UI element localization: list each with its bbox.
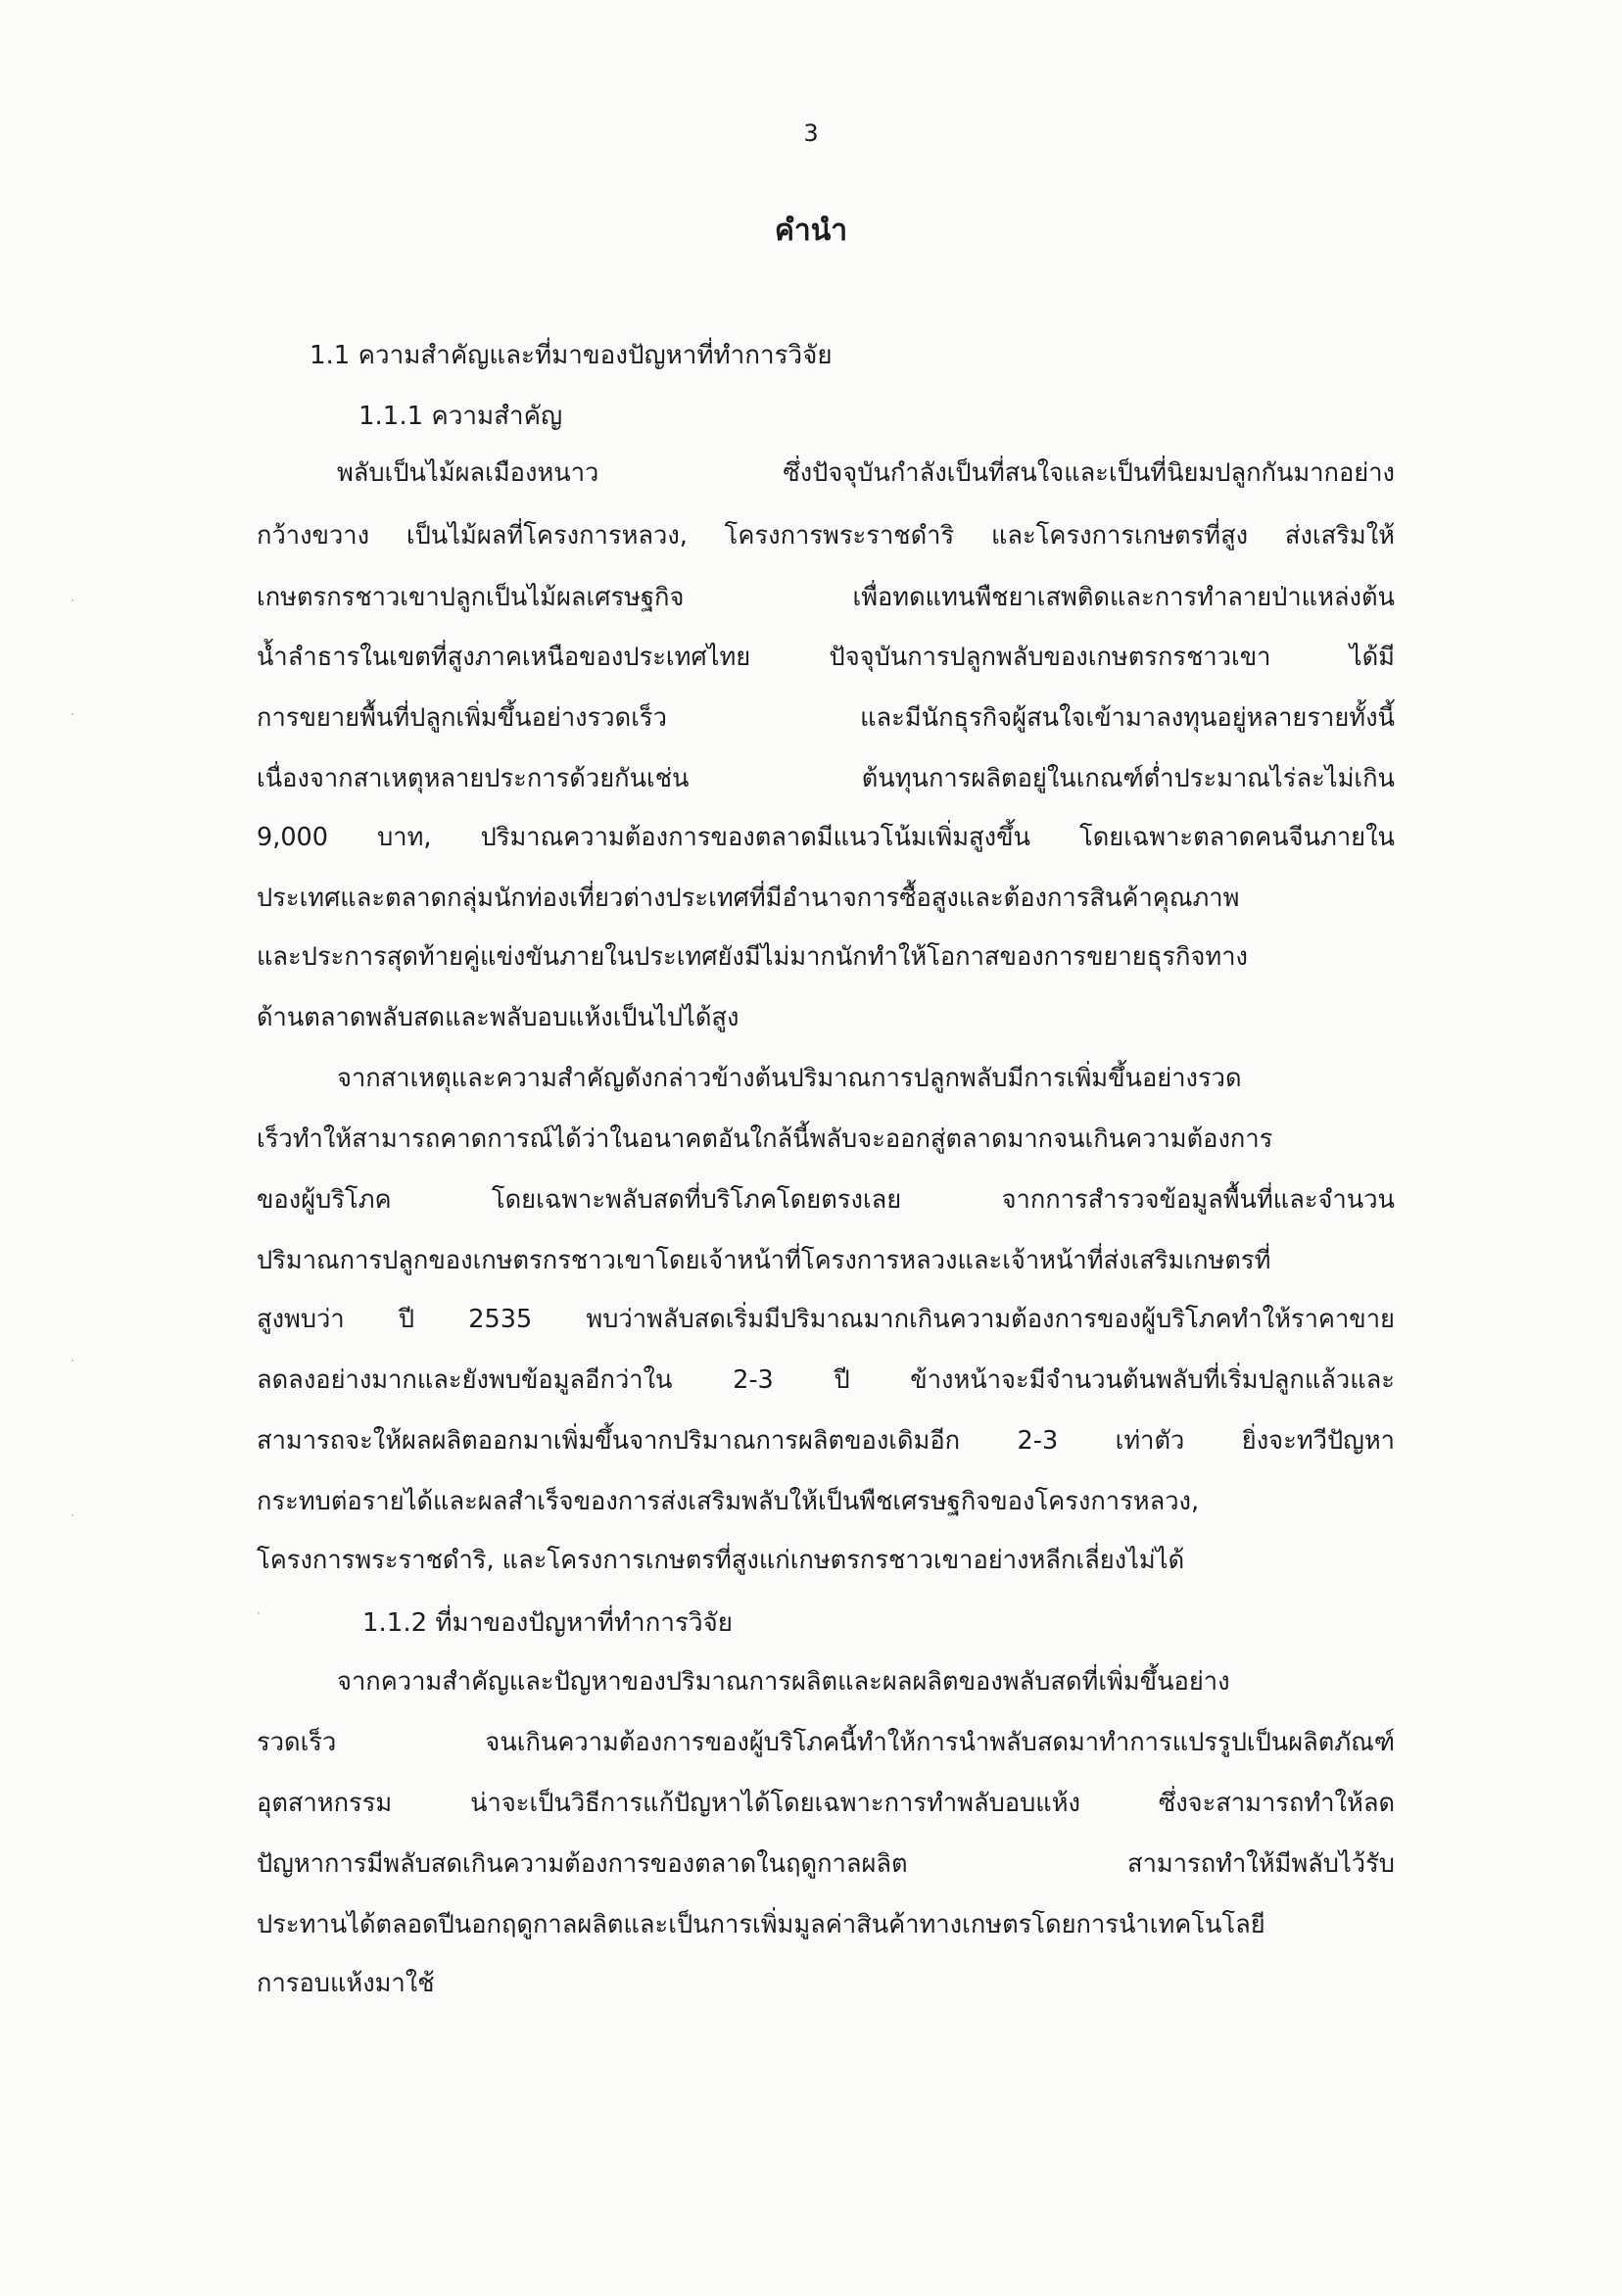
paragraph-2-line: กระทบต่อรายได้และผลสำเร็จของการส่งเสริมพลับให้เป็นพืชเศรษฐกิจของโครงการหลวง, xyxy=(257,1487,1200,1516)
page-title: คำนำ xyxy=(774,214,848,248)
paragraph-2-line: สูงพบว่า ปี 2535 พบว่าพลับสดเริ่มมีปริมาณมากเกินความต้องการของผู้บริโภคทำให้ราคาขาย xyxy=(257,1305,1395,1334)
paragraph-1-line: กว้างขวาง เป็นไม้ผลที่โครงการหลวง, โครงการพระราชดำริ และโครงการเกษตรที่สูง ส่งเสริมให้ xyxy=(257,521,1395,550)
paragraph-2-line: เร็วทำให้สามารถคาดการณ์ได้ว่าในอนาคตอันใกล้นี้พลับจะออกสู่ตลาดมากจนเกินความต้องการ xyxy=(257,1124,1273,1154)
paragraph-2-line: ของผู้บริโภค โดยเฉพาะพลับสดที่บริโภคโดยตรงเลย จากการสำรวจข้อมูลพื้นที่และจำนวน xyxy=(257,1185,1395,1215)
paragraph-1-line: 9,000 บาท, ปริมาณความต้องการของตลาดมีแนวโน้มเพิ่มสูงขึ้น โดยเฉพาะตลาดคนจีนภายใน xyxy=(257,823,1395,852)
scan-speck: · xyxy=(71,594,74,607)
paragraph-3-line: ปัญหาการมีพลับสดเกินความต้องการของตลาดในฤดูกาลผลิต สามารถทำให้มีพลับไว้รับ xyxy=(257,1849,1395,1879)
paragraph-3-line: การอบแห้งมาใช้ xyxy=(257,1969,435,1998)
paragraph-1-line: การขยายพื้นที่ปลูกเพิ่มขึ้นอย่างรวดเร็ว และมีนักธุรกิจผู้สนใจเข้ามาลงทุนอยู่หลายรายทั้งนี้ xyxy=(257,703,1395,733)
heading-1-1: 1.1 ความสำคัญและที่มาของปัญหาที่ทำการวิจัย xyxy=(310,341,833,370)
paragraph-2-line: สามารถจะให้ผลผลิตออกมาเพิ่มขึ้นจากปริมาณการผลิตของเดิมอีก 2-3 เท่าตัว ยิ่งจะทวีปัญหา xyxy=(257,1426,1395,1456)
page-number: 3 xyxy=(803,120,819,147)
paragraph-1-line: น้ำลำธารในเขตที่สูงภาคเหนือของประเทศไทย ปัจจุบันการปลูกพลับของเกษตรกรชาวเขา ได้มี xyxy=(257,643,1395,672)
scan-speck: · xyxy=(71,707,74,721)
paragraph-3-line: อุตสาหกรรม น่าจะเป็นวิธีการแก้ปัญหาได้โดยเฉพาะการทำพลับอบแห้ง ซึ่งจะสามารถทำให้ลด xyxy=(257,1789,1395,1818)
paragraph-2-line: ลดลงอย่างมากและยังพบข้อมูลอีกว่าใน 2-3 ปี ข้างหน้าจะมีจำนวนต้นพลับที่เริ่มปลูกแล้วและ xyxy=(257,1365,1395,1395)
heading-1-1-2: 1.1.2 ที่มาของปัญหาที่ทำการวิจัย xyxy=(362,1608,734,1638)
paragraph-1-line: เนื่องจากสาเหตุหลายประการด้วยกันเช่น ต้นทุนการผลิตอยู่ในเกณฑ์ต่ำประมาณไร่ละไม่เกิน xyxy=(257,764,1395,793)
paragraph-1-line: และประการสุดท้ายคู่แข่งขันภายในประเทศยังมีไม่มากนักทำให้โอกาสของการขยายธุรกิจทาง xyxy=(257,942,1248,972)
paragraph-1-line: ประเทศและตลาดกลุ่มนักท่องเที่ยวต่างประเทศที่มีอำนาจการซื้อสูงและต้องการสินค้าคุณภาพ xyxy=(257,884,1240,913)
paragraph-3-line: ประทานได้ตลอดปีนอกฤดูกาลผลิตและเป็นการเพิ่มมูลค่าสินค้าทางเกษตรโดยการนำเทคโนโลยี xyxy=(257,1910,1265,1939)
paragraph-3-line: รวดเร็ว จนเกินความต้องการของผู้บริโภคนี้ทำให้การนำพลับสดมาทำการแปรรูปเป็นผลิตภัณฑ์ xyxy=(257,1728,1395,1757)
scan-speck: · xyxy=(71,1354,74,1367)
scan-speck: · xyxy=(71,1508,74,1522)
heading-1-1-1: 1.1.1 ความสำคัญ xyxy=(358,402,563,431)
paragraph-3-line: จากความสำคัญและปัญหาของปริมาณการผลิตและผลผลิตของพลับสดที่เพิ่มขึ้นอย่าง xyxy=(337,1667,1230,1697)
paragraph-1-line: พลับเป็นไม้ผลเมืองหนาว ซึ่งปัจจุบันกำลังเป็นที่สนใจและเป็นที่นิยมปลูกกันมากอย่าง xyxy=(337,458,1395,488)
paragraph-1-line: ด้านตลาดพลับสดและพลับอบแห้งเป็นไปได้สูง xyxy=(257,1003,739,1032)
paragraph-2-line: จากสาเหตุและความสำคัญดังกล่าวข้างต้นปริมาณการปลูกพลับมีการเพิ่มขึ้นอย่างรวด xyxy=(337,1064,1242,1093)
scan-speck: · xyxy=(257,1606,261,1620)
paragraph-1-line: เกษตรกรชาวเขาปลูกเป็นไม้ผลเศรษฐกิจ เพื่อทดแทนพืชยาเสพติดและการทำลายป่าแหล่งต้น xyxy=(257,583,1395,612)
paragraph-2-line: ปริมาณการปลูกของเกษตรกรชาวเขาโดยเจ้าหน้าที่โครงการหลวงและเจ้าหน้าที่ส่งเสริมเกษตรที่ xyxy=(257,1246,1271,1275)
paragraph-2-line: โครงการพระราชดำริ, และโครงการเกษตรที่สูงแก่เกษตรกรชาวเขาอย่างหลีกเลี่ยงไม่ได้ xyxy=(257,1546,1185,1575)
